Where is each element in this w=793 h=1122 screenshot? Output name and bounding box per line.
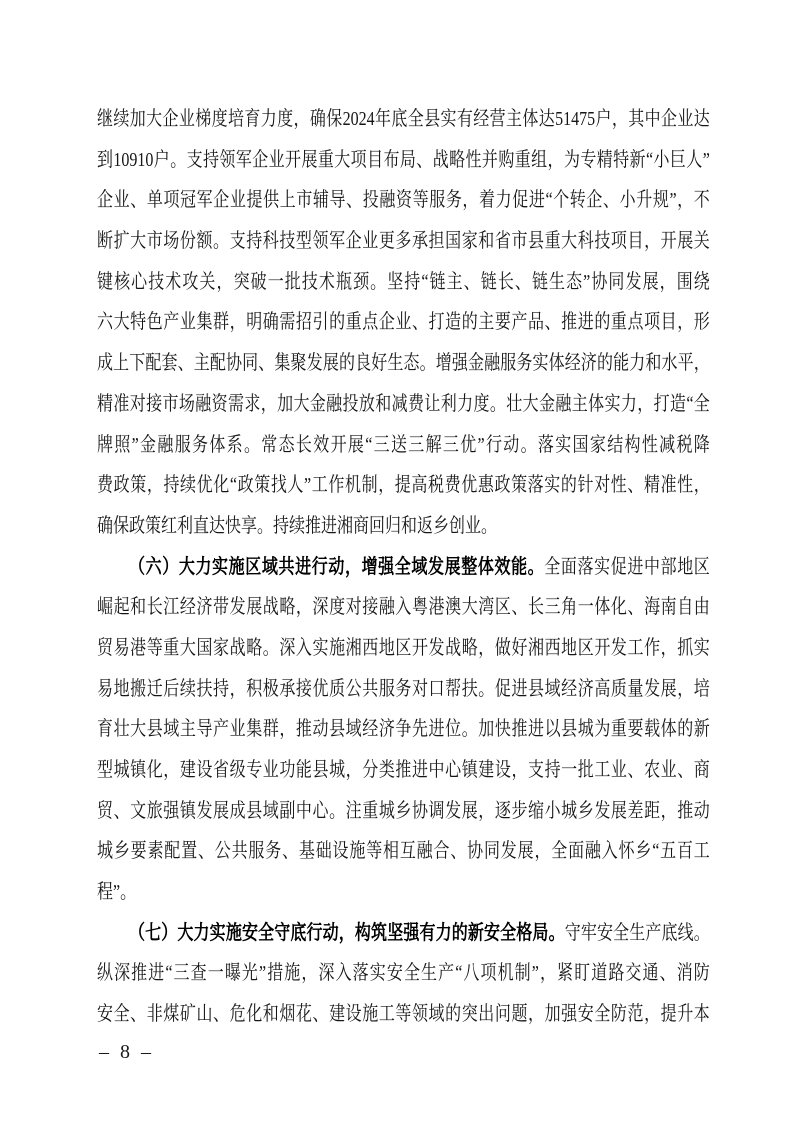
text-line	[97, 872, 710, 913]
text-line	[97, 953, 710, 994]
body-text: 到10910户。支持领军企业开展重大项目布局、战略性并购重组，为专精特新“小巨人”	[97, 148, 710, 171]
body-text: 守牢安全生产底线。	[564, 921, 710, 944]
text-line	[97, 506, 710, 547]
body-text: 崛起和长江经济带发展战略，深度对接融入粤港澳大湾区、长三角一体化、海南自由	[97, 596, 710, 619]
section-heading-text: （七）大力实施安全守底行动，构筑坚强有力的新安全格局。	[129, 921, 565, 944]
text-line	[97, 343, 710, 384]
text-line	[97, 669, 710, 710]
text-line	[97, 465, 710, 506]
body-text: 育壮大县域主导产业集群，推动县域经济争先进位。加快推进以县城为重要载体的新	[97, 718, 710, 741]
body-text: 纵深推进“三查一曝光”措施，深入落实安全生产“八项机制”，紧盯道路交通、消防	[97, 962, 710, 985]
body-text: 城乡要素配置、公共服务、基础设施等相互融合、协同发展，全面融入怀乡“五百工	[97, 840, 710, 863]
text-line	[97, 180, 710, 221]
body-text: 精准对接市场融资需求，加大金融投放和减费让利力度。壮大金融主体实力，打造“全	[97, 392, 710, 415]
text-line	[97, 994, 710, 1035]
body-text: 易地搬迁后续扶持，积极承接优质公共服务对口帮扶。促进县域经济高质量发展，培	[97, 677, 710, 700]
body-text: 键核心技术攻关，突破一批技术瓶颈。坚持“链主、链长、链生态”协同发展，围绕	[97, 270, 710, 293]
text-line	[97, 384, 710, 425]
text-line	[97, 547, 710, 588]
text-line	[97, 221, 710, 262]
text-line	[97, 791, 710, 832]
text-line	[97, 99, 710, 140]
text-line	[97, 831, 710, 872]
text-line	[97, 140, 710, 181]
body-text: 费政策，持续优化“政策找人”工作机制，提高税费优惠政策落实的针对性、精准性，	[97, 474, 710, 497]
text-line	[97, 913, 710, 954]
text-line	[97, 425, 710, 466]
body-text: 企业、单项冠军企业提供上市辅导、投融资等服务，着力促进“个转企、小升规”，不	[97, 189, 710, 212]
body-text: 成上下配套、主配协同、集聚发展的良好生态。增强金融服务实体经济的能力和水平，	[97, 352, 710, 375]
text-line	[97, 628, 710, 669]
body-text: 六大特色产业集群，明确需招引的重点企业、打造的主要产品、推进的重点项目，形	[97, 311, 710, 334]
text-line	[97, 709, 710, 750]
text-line	[97, 302, 710, 343]
document-body	[97, 99, 711, 1035]
body-text: 断扩大市场份额。支持科技型领军企业更多承担国家和省市县重大科技项目，开展关	[97, 230, 710, 253]
body-text: 贸易港等重大国家战略。深入实施湘西地区开发战略，做好湘西地区开发工作，抓实	[97, 636, 710, 659]
body-text: 全面落实促进中部地区	[544, 555, 710, 578]
page-number: – 8 –	[99, 1041, 154, 1063]
body-text: 安全、非煤矿山、危化和烟花、建设施工等领域的突出问题，加强安全防范，提升本	[97, 1003, 710, 1026]
body-text: 确保政策红利直达快享。持续推进湘商回归和返乡创业。	[97, 514, 497, 537]
body-text: 贸、文旅强镇发展成县域副中心。注重城乡协调发展，逐步缩小城乡发展差距，推动	[97, 799, 710, 822]
body-text: 继续加大企业梯度培育力度，确保2024年底全县实有经营主体达51475户，其中企业达	[97, 108, 710, 130]
text-line	[97, 750, 710, 791]
text-line	[97, 262, 710, 303]
body-text: 程”。	[97, 881, 137, 904]
body-text: 牌照”金融服务体系。常态长效开展“三送三解三优”行动。落实国家结构性减税降	[97, 433, 710, 456]
text-line	[97, 587, 710, 628]
body-text: 型城镇化，建设省级专业功能县城，分类推进中心镇建设，支持一批工业、农业、商	[97, 759, 710, 781]
section-heading-text: （六）大力实施区域共进行动，增强全域发展整体效能。	[129, 555, 545, 578]
